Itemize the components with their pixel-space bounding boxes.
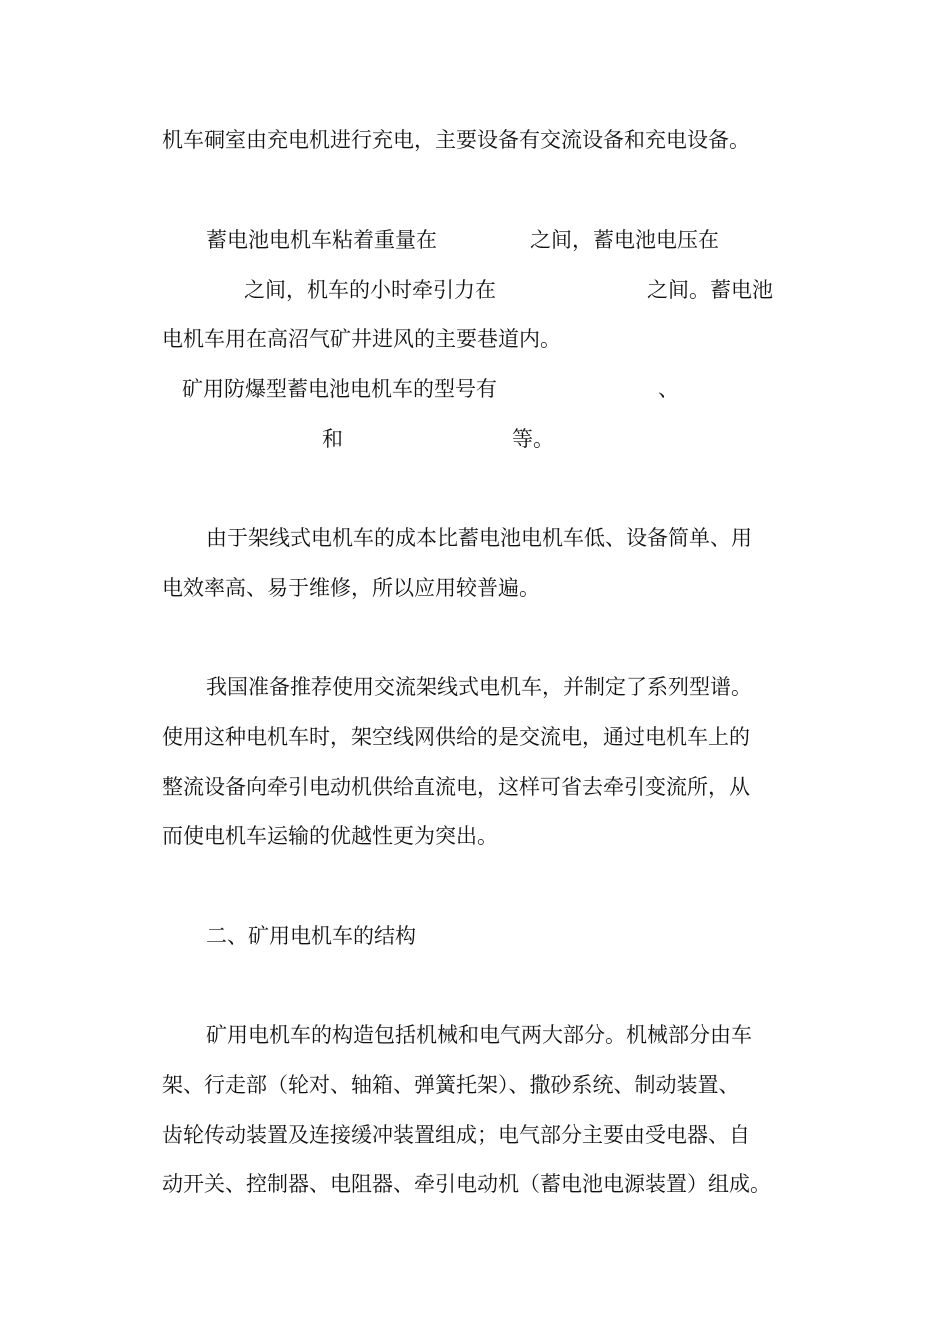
text-line: 齿轮传动装置及连接缓冲装置组成；电气部分主要由受电器、自	[162, 1123, 750, 1147]
section-heading: 二、矿用电机车的结构	[206, 924, 416, 948]
text-line: 之间。蓄电池	[647, 278, 773, 302]
text-line: 之间，机车的小时牵引力在	[244, 278, 496, 302]
text-line: 电效率高、易于维修，所以应用较普遍。	[162, 576, 540, 600]
text-line: 、	[658, 377, 679, 401]
text-line: 等。	[512, 427, 554, 451]
text-line: 使用这种电机车时，架空线网供给的是交流电，通过电机车上的	[162, 725, 750, 749]
text-line: 动开关、控制器、电阻器、牵引电动机（蓄电池电源装置）组成。	[162, 1172, 771, 1196]
text-line: 由于架线式电机车的成本比蓄电池电机车低、设备简单、用	[206, 526, 752, 550]
text-line: 而使电机车运输的优越性更为突出。	[162, 824, 498, 848]
text-line: 机车硐室由充电机进行充电，主要设备有交流设备和充电设备。	[162, 128, 750, 152]
text-line: 矿用电机车的构造包括机械和电气两大部分。机械部分由车	[206, 1023, 752, 1047]
text-line: 架、行走部（轮对、轴箱、弹簧托架）、撒砂系统、制动装置、	[162, 1073, 740, 1097]
text-line: 矿用防爆型蓄电池电机车的型号有	[182, 377, 497, 401]
text-line: 之间，蓄电池电压在	[530, 228, 719, 252]
text-line: 我国准备推荐使用交流架线式电机车，并制定了系列型谱。	[206, 675, 752, 699]
text-line: 蓄电池电机车粘着重量在	[206, 228, 437, 252]
text-line: 和	[322, 427, 343, 451]
text-line: 电机车用在高沼气矿井进风的主要巷道内。	[162, 327, 561, 351]
text-line: 整流设备向牵引电动机供给直流电，这样可省去牵引变流所，从	[162, 775, 750, 799]
